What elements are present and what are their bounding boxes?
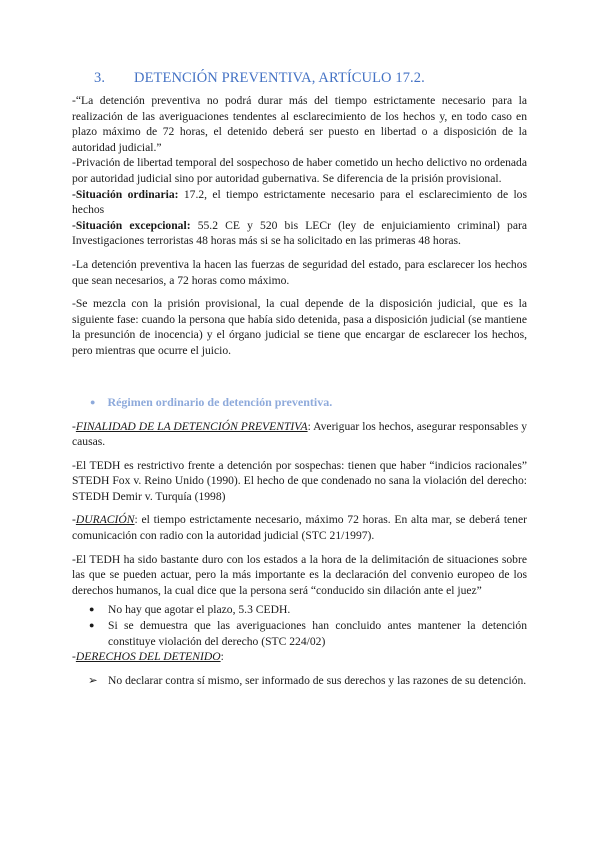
section-number: 3.: [94, 70, 106, 86]
purpose-label: FINALIDAD DE LA DETENCIÓN PREVENTIVA: [75, 419, 308, 433]
duration-paragraph: [72, 512, 527, 543]
list-item: [72, 602, 527, 618]
provisional-prison-paragraph: -Se mezcla con la prisión provisional, la cual depende de la disposición judicial, que es la siguiente fase: cuando la persona que había sido detenida, pasa a disposición judicial (se mantiene la presunción de inocencia) y el órgano judicial se tiene que encargar de esclarecer los hechos, pero mientras que ocurre el juicio.: [72, 297, 527, 357]
ordinary-situation-paragraph: [72, 187, 527, 218]
exceptional-situation-label: -Situación excepcional:: [72, 218, 191, 232]
definition-paragraph: -Privación de libertad temporal del sospechoso de haber cometido un hecho delictivo no ordenada por autoridad judicial sino por autoridad gubernativa. Se diferencia de la prisión provisional.: [72, 156, 527, 185]
rights-label: DERECHOS DEL DETENIDO: [75, 650, 221, 664]
document-body: [72, 70, 527, 688]
subheading-text: Régimen ordinario de detención preventiva.: [107, 394, 333, 409]
duration-label: DURACIÓN: [75, 513, 135, 527]
section-title: DETENCIÓN PREVENTIVA, ARTÍCULO 17.2.: [134, 70, 425, 86]
exceptional-situation-text: 55.2 CE y 520 bis LECr (ley de enjuiciamiento criminal) para Investigaciones terroristas 48 horas más si se ha solicitado en las primeras 48 horas.: [72, 218, 527, 248]
list-item-text: Si se demuestra que las averiguaciones han concluido antes mantener la detención constituye violación del derecho (STC 224/02): [108, 619, 527, 648]
tedh-states-paragraph: -El TEDH ha sido bastante duro con los estados a la hora de la delimitación de situaciones sobre las que se pueden actuar, pero la más importante es la declaración del convenio europeo de los derechos humanos, la cual dice que la persona será “conducido sin dilación ante el juez”: [72, 552, 527, 597]
quote-paragraph: -“La detención preventiva no podrá durar más del tiempo estrictamente necesario para la realización de las averiguaciones tendentes al esclarecimiento de los hechos y, en todo caso en plazo máximo de 72 horas, el detenido deberá ser puesto en libertad o a disposición de la autoridad judicial.”: [72, 94, 527, 154]
arrow-bullet-icon: ➢: [88, 673, 98, 687]
purpose-paragraph: [72, 419, 527, 450]
list-item-text: No hay que agotar el plazo, 5.3 CEDH.: [108, 603, 291, 617]
bullet-icon: ●: [89, 620, 95, 631]
section-heading: [94, 70, 527, 87]
tedh-suspicion-paragraph: -El TEDH es restrictivo frente a detención por sospechas: tienen que haber “indicios racionales” STEDH Fox v. Reino Unido (1990). El hecho de que condenado no sana la violación del derecho: STEDH Demir v. Turquía (1998): [72, 458, 527, 503]
subheading: [90, 395, 527, 410]
bullet-icon: ●: [90, 397, 96, 407]
rights-colon: :: [220, 650, 224, 664]
security-forces-paragraph: -La detención preventiva la hacen las fuerzas de seguridad del estado, para esclarecer los hechos que sean necesarios, a 72 horas como máximo.: [72, 257, 527, 287]
rights-list-item-text: No declarar contra sí mismo, ser informado de sus derechos y las razones de su detención.: [108, 673, 527, 687]
dash-prefix: -: [72, 650, 76, 664]
dash-prefix: -: [72, 513, 76, 527]
duration-text: : el tiempo estrictamente necesario, máximo 72 horas. En alta mar, se deberá tener comunicación con radio con la autoridad judicial (STC 21/1997).: [72, 513, 527, 543]
rights-list-item: [72, 673, 527, 689]
list-item: [72, 618, 527, 649]
bullet-list: [72, 602, 527, 649]
ordinary-situation-label: -Situación ordinaria:: [72, 187, 179, 201]
ordinary-situation-text: 17.2, el tiempo estrictamente necesario para el esclarecimiento de los hechos: [72, 187, 527, 217]
dash-prefix: -: [72, 419, 76, 433]
bullet-icon: ●: [89, 604, 95, 615]
purpose-text: : Averiguar los hechos, asegurar responsables y causas.: [72, 419, 527, 449]
exceptional-situation-paragraph: [72, 218, 527, 249]
rights-heading-paragraph: [72, 649, 527, 665]
